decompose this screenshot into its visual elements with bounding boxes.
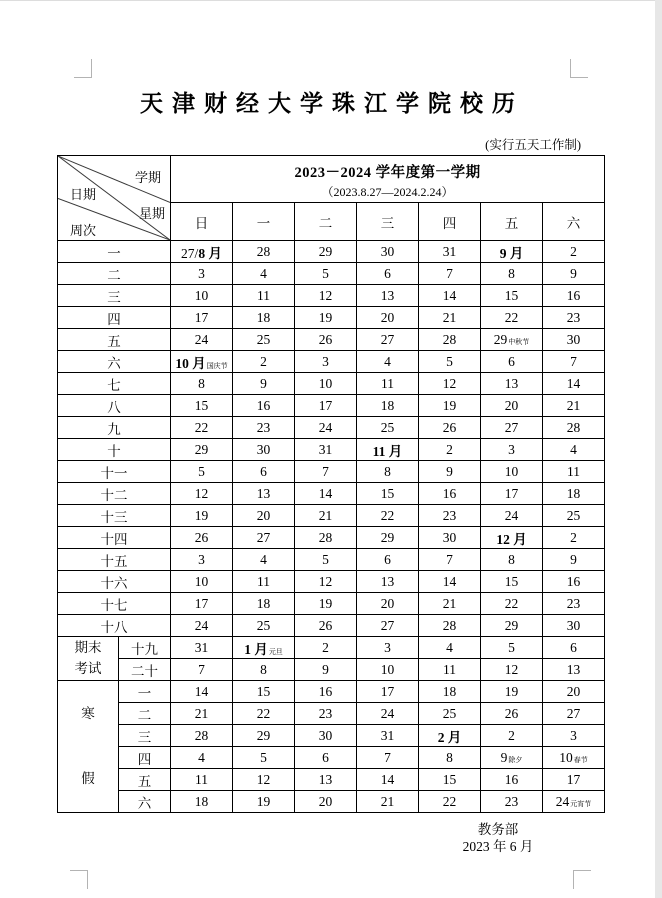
date-cell: 3	[171, 549, 233, 571]
date-cell: 21	[419, 593, 481, 615]
date-cell: 27	[543, 703, 605, 725]
date-cell: 22	[171, 417, 233, 439]
date-cell: 27	[233, 527, 295, 549]
date-cell: 2	[543, 241, 605, 263]
date-cell: 3	[543, 725, 605, 747]
date-cell: 31	[419, 241, 481, 263]
date-cell: 19	[419, 395, 481, 417]
date-cell: 13	[481, 373, 543, 395]
date-cell: 13	[233, 483, 295, 505]
date-cell: 27	[357, 329, 419, 351]
table-row	[58, 725, 605, 747]
month-label: 10 月	[175, 355, 206, 371]
date-cell: 25	[233, 615, 295, 637]
date-cell: 7	[357, 747, 419, 769]
date-cell: 11	[233, 571, 295, 593]
date-cell: 17	[171, 593, 233, 615]
date-cell: 6	[357, 263, 419, 285]
week-label: 四	[119, 747, 171, 769]
semester-header-row	[58, 156, 605, 203]
week-label: 六	[119, 791, 171, 813]
week-label: 七	[58, 373, 171, 395]
work-system-note: (实行五天工作制)	[485, 138, 581, 152]
date-cell: 11	[357, 373, 419, 395]
date-cell: 13	[295, 769, 357, 791]
date-cell: 30	[419, 527, 481, 549]
corner-label-weekday: 星期	[138, 206, 165, 221]
date-cell: 17	[481, 483, 543, 505]
date-cell: 13	[357, 285, 419, 307]
date-cell: 9	[233, 373, 295, 395]
table-row	[58, 373, 605, 395]
calendar-table	[57, 155, 605, 813]
section-label: 寒 假	[58, 681, 119, 813]
table-row	[58, 703, 605, 725]
date-cell: 15	[171, 395, 233, 417]
date-cell: 17	[171, 307, 233, 329]
date-cell: 10	[481, 461, 543, 483]
date-cell: 30	[357, 241, 419, 263]
table-row	[58, 351, 605, 373]
date-cell: 8	[481, 263, 543, 285]
table-row	[58, 571, 605, 593]
date-cell: 23	[481, 791, 543, 813]
date-cell: 4	[543, 439, 605, 461]
date-cell: 4	[233, 263, 295, 285]
date-cell: 26	[295, 615, 357, 637]
date-cell: 22	[357, 505, 419, 527]
date-cell: 23	[233, 417, 295, 439]
date-cell: 9	[543, 263, 605, 285]
table-row	[58, 285, 605, 307]
corner-label-week-no: 周次	[70, 223, 97, 238]
section-label: 期末 考试	[58, 637, 119, 681]
date-cell: 3	[481, 439, 543, 461]
date-cell: 5	[295, 549, 357, 571]
date-cell: 26	[171, 527, 233, 549]
date-cell: 19	[171, 505, 233, 527]
date-cell: 24	[481, 505, 543, 527]
date-cell: 15	[357, 483, 419, 505]
date-cell: 18	[357, 395, 419, 417]
date-cell: 12	[481, 659, 543, 681]
date-cell: 7	[419, 263, 481, 285]
date-cell: 15	[419, 769, 481, 791]
date-cell: 10	[357, 659, 419, 681]
date-cell: 22	[481, 307, 543, 329]
date-cell: 19	[233, 791, 295, 813]
week-label: 十一	[58, 461, 171, 483]
table-row	[58, 549, 605, 571]
week-label: 十六	[58, 571, 171, 593]
date-cell: 15	[481, 285, 543, 307]
table-row	[58, 241, 605, 263]
table-row	[58, 395, 605, 417]
date-cell: 6	[233, 461, 295, 483]
footer-dept: 教务部	[477, 822, 519, 837]
date-cell: 28	[543, 417, 605, 439]
date-cell: 30	[543, 329, 605, 351]
date-cell: 20	[357, 307, 419, 329]
week-label: 十三	[58, 505, 171, 527]
date-cell: 18	[543, 483, 605, 505]
date-cell: 9	[295, 659, 357, 681]
date-cell: 18	[233, 593, 295, 615]
date-cell: 23	[419, 505, 481, 527]
date-cell: 17	[543, 769, 605, 791]
week-label: 九	[58, 417, 171, 439]
date-cell: 23	[543, 593, 605, 615]
table-row	[58, 483, 605, 505]
day-header-thu: 四	[419, 203, 481, 241]
date-cell: 28	[233, 241, 295, 263]
table-row	[58, 659, 605, 681]
date-cell: 9	[419, 461, 481, 483]
day-header-sat: 六	[543, 203, 605, 241]
date-cell: 11	[171, 769, 233, 791]
date-cell: 5	[233, 747, 295, 769]
date-cell: 18	[419, 681, 481, 703]
date-cell	[419, 725, 481, 747]
date-cell: 12	[419, 373, 481, 395]
footer-date: 2023 年 6 月	[462, 839, 534, 854]
festival-label: 中秋节	[508, 337, 530, 346]
date-cell: 16	[543, 285, 605, 307]
week-label: 十四	[58, 527, 171, 549]
table-row	[58, 527, 605, 549]
day-header-mon: 一	[233, 203, 295, 241]
margin-mark-top-right	[570, 59, 588, 78]
date-cell: 9除夕	[481, 747, 543, 769]
date-cell: 2	[543, 527, 605, 549]
date-cell: 25	[543, 505, 605, 527]
date-cell	[481, 241, 543, 263]
week-label: 一	[119, 681, 171, 703]
week-label: 十八	[58, 615, 171, 637]
festival-label: 国庆节	[206, 361, 228, 370]
date-cell: 16	[419, 483, 481, 505]
margin-mark-bottom-left	[70, 870, 88, 889]
date-cell: 28	[419, 615, 481, 637]
date-cell: 22	[481, 593, 543, 615]
date-cell: 4	[233, 549, 295, 571]
date-cell: 15	[233, 681, 295, 703]
date-cell: 25	[233, 329, 295, 351]
date-cell: 15	[481, 571, 543, 593]
semester-range: （2023.8.27—2024.2.24）	[321, 184, 454, 199]
date-cell: 26	[295, 329, 357, 351]
week-label: 十七	[58, 593, 171, 615]
date-cell: 11	[543, 461, 605, 483]
corner-header-cell	[58, 156, 171, 241]
date-cell: 22	[233, 703, 295, 725]
date-cell: 24	[295, 417, 357, 439]
table-row	[58, 417, 605, 439]
date-cell: 20	[233, 505, 295, 527]
week-label: 十九	[119, 637, 171, 659]
month-label: 12 月	[496, 531, 527, 547]
corner-label-date: 日期	[70, 187, 97, 202]
date-cell: 2	[481, 725, 543, 747]
date-cell: 3	[171, 263, 233, 285]
date-cell: 12	[295, 285, 357, 307]
date-cell	[233, 637, 295, 659]
table-row	[58, 505, 605, 527]
table-row	[58, 747, 605, 769]
month-label: 9 月	[499, 245, 524, 261]
week-label: 五	[58, 329, 171, 351]
date-cell: 16	[481, 769, 543, 791]
week-label: 三	[119, 725, 171, 747]
date-cell: 27	[481, 417, 543, 439]
date-cell: 30	[543, 615, 605, 637]
day-header-fri: 五	[481, 203, 543, 241]
date-cell: 14	[419, 285, 481, 307]
date-cell: 12	[171, 483, 233, 505]
date-cell: 6	[481, 351, 543, 373]
date-cell: 8	[171, 373, 233, 395]
table-row	[58, 769, 605, 791]
festival-label: 春节	[573, 755, 588, 764]
week-label: 二	[58, 263, 171, 285]
date-cell: 4	[419, 637, 481, 659]
table-row	[58, 637, 605, 659]
date-cell: 14	[357, 769, 419, 791]
date-cell: 10春节	[543, 747, 605, 769]
date-cell: 9	[543, 549, 605, 571]
date-cell: 5	[419, 351, 481, 373]
date-cell: 29	[295, 241, 357, 263]
date-cell: 23	[543, 307, 605, 329]
date-cell: 12	[233, 769, 295, 791]
week-label: 十	[58, 439, 171, 461]
month-label: 11 月	[372, 443, 403, 459]
date-cell: 5	[295, 263, 357, 285]
date-cell: 16	[295, 681, 357, 703]
date-cell: 4	[171, 747, 233, 769]
date-cell: 31	[295, 439, 357, 461]
date-cell: 8	[357, 461, 419, 483]
week-label: 六	[58, 351, 171, 373]
date-cell: 4	[357, 351, 419, 373]
footer-block	[398, 821, 598, 855]
table-row	[58, 681, 605, 703]
date-cell: 24	[171, 615, 233, 637]
week-label: 十五	[58, 549, 171, 571]
date-cell: 20	[543, 681, 605, 703]
date-cell: 7	[419, 549, 481, 571]
week-label: 十二	[58, 483, 171, 505]
date-cell: 17	[295, 395, 357, 417]
calendar-body	[58, 241, 605, 813]
festival-label: 元旦	[268, 647, 283, 656]
date-cell: 12	[295, 571, 357, 593]
table-row	[58, 329, 605, 351]
date-cell: 26	[419, 417, 481, 439]
date-cell: 14	[419, 571, 481, 593]
date-cell: 28	[171, 725, 233, 747]
festival-label: 除夕	[508, 755, 523, 764]
date-cell: 27	[357, 615, 419, 637]
date-cell: 13	[543, 659, 605, 681]
date-cell: 16	[233, 395, 295, 417]
date-cell: 25	[419, 703, 481, 725]
date-cell: 2	[295, 637, 357, 659]
semester-header-cell	[171, 156, 605, 203]
date-cell: 6	[543, 637, 605, 659]
week-label: 四	[58, 307, 171, 329]
margin-mark-top-left	[74, 59, 92, 78]
date-cell: 28	[295, 527, 357, 549]
table-row	[58, 593, 605, 615]
table-row	[58, 461, 605, 483]
date-cell: 5	[481, 637, 543, 659]
date-cell: 23	[295, 703, 357, 725]
date-cell: 7	[295, 461, 357, 483]
date-cell: 6	[357, 549, 419, 571]
week-label: 五	[119, 769, 171, 791]
table-row	[58, 615, 605, 637]
table-row	[58, 263, 605, 285]
week-label: 二	[119, 703, 171, 725]
date-cell: 3	[295, 351, 357, 373]
date-cell: 14	[171, 681, 233, 703]
date-cell: 19	[295, 307, 357, 329]
month-label: 1 月	[244, 641, 268, 657]
date-cell: 2	[419, 439, 481, 461]
date-cell: 21	[171, 703, 233, 725]
date-cell: 27/8 月	[171, 241, 233, 263]
date-cell	[481, 527, 543, 549]
week-label: 一	[58, 241, 171, 263]
date-cell: 6	[295, 747, 357, 769]
month-label: 2 月	[437, 729, 462, 745]
date-cell: 7	[543, 351, 605, 373]
date-cell: 7	[171, 659, 233, 681]
date-cell: 25	[357, 417, 419, 439]
festival-label: 元宵节	[570, 799, 592, 808]
date-cell: 19	[295, 593, 357, 615]
date-cell: 28	[419, 329, 481, 351]
date-cell: 14	[543, 373, 605, 395]
date-cell: 14	[295, 483, 357, 505]
date-cell: 3	[357, 637, 419, 659]
page-title: 天津财经大学珠江学院校历	[140, 91, 524, 116]
semester-title: 2023－2024 学年度第一学期	[294, 164, 481, 181]
margin-mark-bottom-right	[573, 870, 591, 889]
week-label: 二十	[119, 659, 171, 681]
date-cell: 8	[233, 659, 295, 681]
date-cell: 24	[357, 703, 419, 725]
date-cell: 10	[171, 571, 233, 593]
day-header-wed: 三	[357, 203, 419, 241]
day-header-tue: 二	[295, 203, 357, 241]
date-cell: 29	[171, 439, 233, 461]
date-cell: 24	[171, 329, 233, 351]
date-cell: 21	[419, 307, 481, 329]
date-cell: 29	[357, 527, 419, 549]
date-cell: 31	[357, 725, 419, 747]
date-cell: 5	[171, 461, 233, 483]
date-cell: 21	[543, 395, 605, 417]
date-cell: 2	[233, 351, 295, 373]
date-cell	[171, 351, 233, 373]
date-cell: 11	[419, 659, 481, 681]
week-label: 三	[58, 285, 171, 307]
date-cell: 30	[295, 725, 357, 747]
date-cell: 19	[481, 681, 543, 703]
date-cell	[357, 439, 419, 461]
date-cell: 29中秋节	[481, 329, 543, 351]
date-cell: 18	[171, 791, 233, 813]
date-cell: 8	[481, 549, 543, 571]
date-cell: 29	[481, 615, 543, 637]
month-label: 8 月	[198, 245, 222, 261]
date-cell: 29	[233, 725, 295, 747]
date-cell: 21	[357, 791, 419, 813]
day-header-sun: 日	[171, 203, 233, 241]
date-cell: 20	[295, 791, 357, 813]
date-cell: 20	[357, 593, 419, 615]
date-cell: 16	[543, 571, 605, 593]
date-cell: 11	[233, 285, 295, 307]
date-cell: 20	[481, 395, 543, 417]
table-row	[58, 439, 605, 461]
table-row	[58, 791, 605, 813]
date-cell: 24元宵节	[543, 791, 605, 813]
date-cell: 10	[295, 373, 357, 395]
date-cell: 17	[357, 681, 419, 703]
date-cell: 31	[171, 637, 233, 659]
date-cell: 18	[233, 307, 295, 329]
date-cell: 13	[357, 571, 419, 593]
table-row	[58, 307, 605, 329]
date-cell: 10	[171, 285, 233, 307]
date-cell: 8	[419, 747, 481, 769]
date-cell: 21	[295, 505, 357, 527]
date-cell: 26	[481, 703, 543, 725]
date-cell: 30	[233, 439, 295, 461]
date-cell: 22	[419, 791, 481, 813]
corner-label-semester: 学期	[134, 170, 161, 185]
week-label: 八	[58, 395, 171, 417]
